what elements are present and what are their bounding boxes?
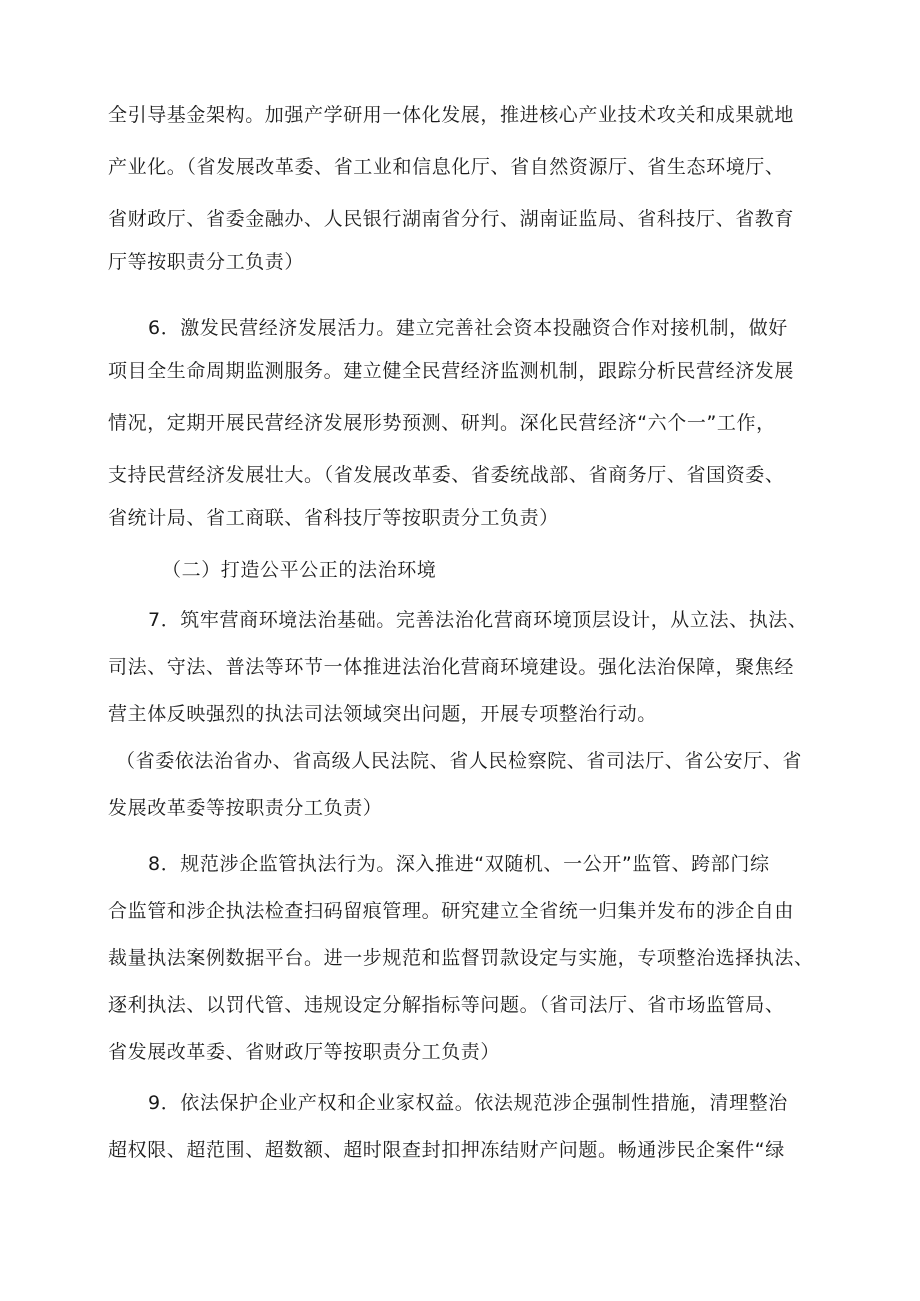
text-line: 合监管和涉企执法检查扫码留痕管理。研究建立全省统一归集并发布的涉企自由: [108, 900, 795, 922]
text-line: 逐利执法、以罚代管、违规设定分解指标等问题。（省司法厅、省市场监管局、: [108, 994, 785, 1016]
text-line: 8．规范涉企监管执法行为。深入推进“双随机、一公开”监管、跨部门综: [148, 853, 770, 875]
text-line: 厅等按职责分工负责）: [108, 251, 305, 273]
text-line: 省财政厅、省委金融办、人民银行湖南省分行、湖南证监局、省科技厅、省教育: [108, 208, 795, 230]
text-line: 情况，定期开展民营经济发展形势预测、研判。深化民营经济“六个一”工作，: [108, 412, 776, 434]
text-line: 全引导基金架构。加强产学研用一体化发展，推进核心产业技术攻关和成果就地: [108, 104, 795, 126]
text-line: 省发展改革委、省财政厅等按职责分工负责）: [108, 1041, 501, 1063]
text-line: 省统计局、省工商联、省科技厅等按职责分工负责）: [108, 507, 559, 529]
text-line: 裁量执法案例数据平台。进一步规范和监督罚款设定与实施，专项整治选择执法、: [108, 947, 814, 969]
text-line: 支持民营经济发展壮大。（省发展改革委、省委统战部、省商务厅、省国资委、: [108, 464, 785, 486]
text-line: 发展改革委等按职责分工负责）: [108, 797, 383, 819]
text-line: 项目全生命周期监测服务。建立健全民营经济监测机制，跟踪分析民营经济发展: [108, 360, 795, 382]
text-line: 超权限、超范围、超数额、超时限查封扣押冻结财产问题。畅通涉民企案件“绿: [108, 1139, 785, 1161]
text-line: 6．激发民营经济发展活力。建立完善社会资本投融资合作对接机制，做好: [148, 317, 788, 339]
section-heading: （二）打造公平公正的法治环境: [162, 559, 437, 581]
text-line: （省委依法治省办、省高级人民法院、省人民检察院、省司法厅、省公安厅、省: [116, 750, 803, 772]
text-line: 营主体反映强烈的执法司法领域突出问题，开展专项整治行动。: [108, 703, 657, 725]
text-line: 7．筑牢营商环境法治基础。完善法治化营商环境顶层设计，从立法、执法、: [148, 609, 808, 631]
text-line: 产业化。（省发展改革委、省工业和信息化厅、省自然资源厅、省生态环境厅、: [108, 156, 785, 178]
text-line: 9．依法保护企业产权和企业家权益。依法规范涉企强制性措施，清理整治: [148, 1092, 788, 1114]
text-line: 司法、守法、普法等环节一体推进法治化营商环境建设。强化法治保障，聚焦经: [108, 656, 795, 678]
